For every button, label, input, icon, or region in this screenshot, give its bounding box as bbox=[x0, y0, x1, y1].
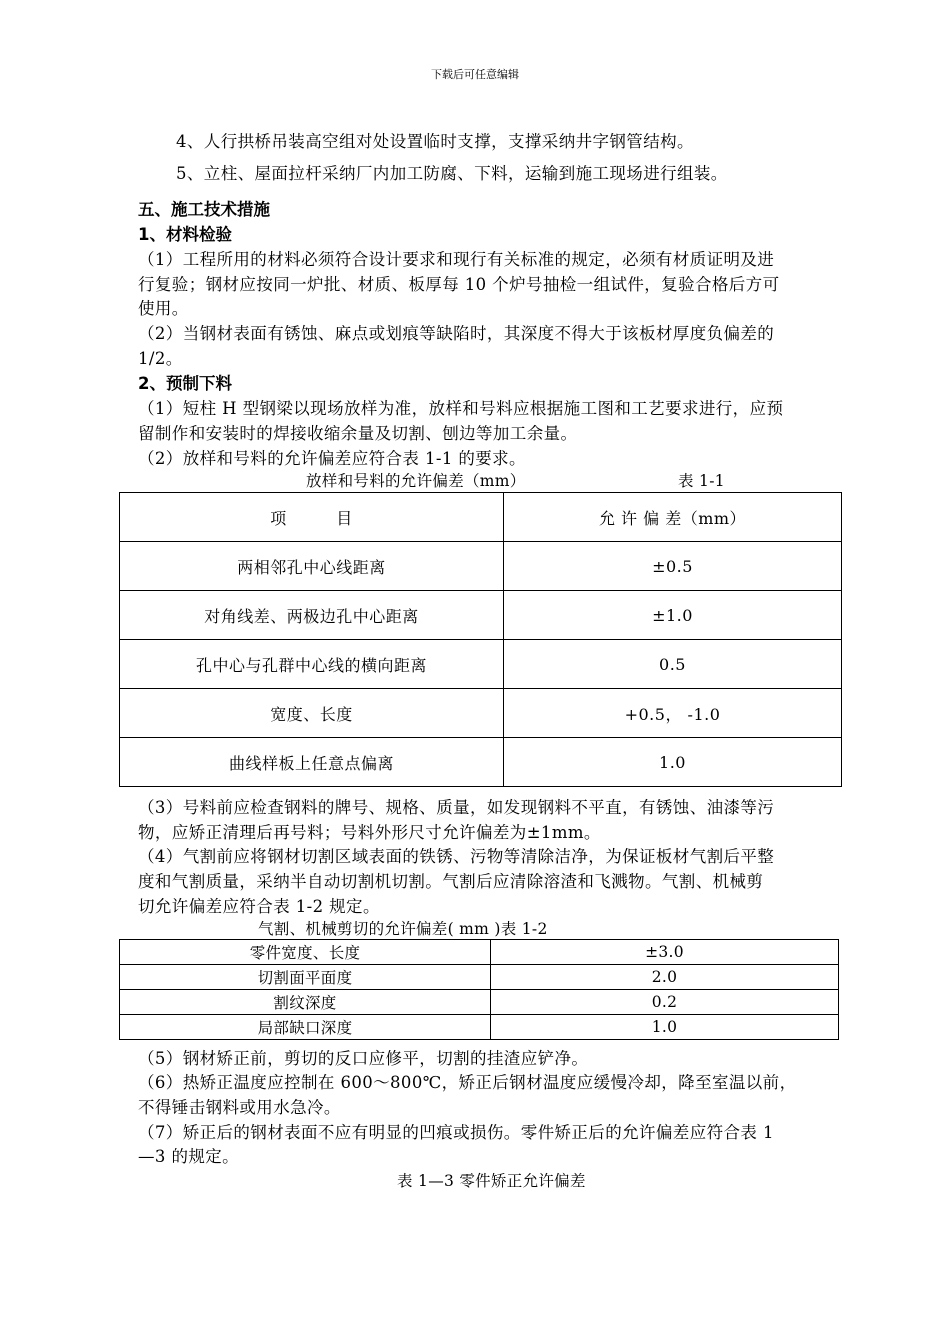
tolerance-table-1 bbox=[119, 492, 842, 787]
table-header-cell: 允 许 偏 差（mm） bbox=[504, 493, 842, 542]
table-row bbox=[120, 990, 839, 1015]
table-header-cell: 项 目 bbox=[120, 493, 504, 542]
paragraph-4: （2）放样和号料的允许偏差应符合表 1-1 的要求。 bbox=[138, 449, 526, 468]
paragraph-8-line-2: 不得锤击钢料或用水急冷。 bbox=[138, 1098, 341, 1117]
table-row bbox=[120, 542, 842, 591]
paragraph-5-line-2: 物，应矫正清理后再号料；号料外形尺寸允许偏差为±1mm。 bbox=[138, 823, 601, 842]
table-cell-item: 宽度、长度 bbox=[120, 689, 504, 738]
table-cell-value: 0.5 bbox=[504, 640, 842, 689]
table-cell-value: 0.2 bbox=[491, 990, 839, 1015]
paragraph-9-line-2: —3 的规定。 bbox=[138, 1147, 240, 1166]
table-cell-item: 局部缺口深度 bbox=[120, 1015, 491, 1040]
subsection-heading-2: 2、预制下料 bbox=[138, 374, 232, 393]
table-1-label: 表 1-1 bbox=[678, 472, 725, 490]
table-row bbox=[120, 640, 842, 689]
paragraph-3-line-1: （1）短柱 H 型钢梁以现场放样为准，放样和号料应根据施工图和工艺要求进行，应预 bbox=[138, 399, 784, 418]
table-cell-value: 1.0 bbox=[491, 1015, 839, 1040]
paragraph-1-line-3: 使用。 bbox=[138, 299, 189, 318]
table-cell-value: 2.0 bbox=[491, 965, 839, 990]
table-cell-value: ±3.0 bbox=[491, 940, 839, 965]
item-4-text: 4、人行拱桥吊装高空组对处设置临时支撑，支撑采纳井字钢管结构。 bbox=[176, 132, 694, 151]
table-2-caption: 气割、机械剪切的允许偏差( mm )表 1-2 bbox=[258, 920, 548, 938]
table-cell-item: 零件宽度、长度 bbox=[120, 940, 491, 965]
paragraph-1-line-1: （1）工程所用的材料必须符合设计要求和现行有关标准的规定，必须有材质证明及进 bbox=[138, 250, 775, 269]
table-cell-value: ±0.5 bbox=[504, 542, 842, 591]
table-1-caption: 放样和号料的允许偏差（mm） bbox=[306, 472, 526, 490]
table-cell-value: ±1.0 bbox=[504, 591, 842, 640]
tolerance-table-2 bbox=[119, 939, 839, 1040]
page-header: 下载后可任意编辑 bbox=[431, 68, 519, 81]
paragraph-7: （5）钢材矫正前，剪切的反口应修平，切割的挂渣应铲净。 bbox=[138, 1049, 589, 1068]
table-row bbox=[120, 965, 839, 990]
paragraph-6-line-2: 度和气割质量，采纳半自动切割机切割。气割后应清除溶渣和飞溅物。气割、机械剪 bbox=[138, 872, 764, 891]
table-cell-item: 切割面平面度 bbox=[120, 965, 491, 990]
table-row bbox=[120, 591, 842, 640]
table-row bbox=[120, 1015, 839, 1040]
table-header-row bbox=[120, 493, 842, 542]
section-heading-5: 五、施工技术措施 bbox=[138, 200, 270, 219]
table-3-caption: 表 1—3 零件矫正允许偏差 bbox=[397, 1172, 586, 1190]
paragraph-6-line-3: 切允许偏差应符合表 1-2 规定。 bbox=[138, 897, 380, 916]
table-row bbox=[120, 940, 839, 965]
table-cell-item: 割纹深度 bbox=[120, 990, 491, 1015]
table-cell-item: 曲线样板上任意点偏离 bbox=[120, 738, 504, 787]
table-row bbox=[120, 689, 842, 738]
paragraph-3-line-2: 留制作和安装时的焊接收缩余量及切割、刨边等加工余量。 bbox=[138, 424, 578, 443]
paragraph-5-line-1: （3）号料前应检查钢料的牌号、规格、质量，如发现钢料不平直，有锈蚀、油漆等污 bbox=[138, 798, 775, 817]
table-cell-value: 1.0 bbox=[504, 738, 842, 787]
table-cell-item: 对角线差、两极边孔中心距离 bbox=[120, 591, 504, 640]
paragraph-8-line-1: （6）热矫正温度应控制在 600～800℃，矫正后钢材温度应缓慢冷却，降至室温以前， bbox=[138, 1073, 797, 1092]
paragraph-2-line-1: （2）当钢材表面有锈蚀、麻点或划痕等缺陷时，其深度不得大于该板材厚度负偏差的 bbox=[138, 324, 775, 343]
paragraph-6-line-1: （4）气割前应将钢材切割区域表面的铁锈、污物等清除洁净，为保证板材气割后平整 bbox=[138, 847, 775, 866]
table-cell-value: +0.5， -1.0 bbox=[504, 689, 842, 738]
paragraph-9-line-1: （7）矫正后的钢材表面不应有明显的凹痕或损伤。零件矫正后的允许偏差应符合表 1 bbox=[138, 1123, 774, 1142]
table-cell-item: 孔中心与孔群中心线的横向距离 bbox=[120, 640, 504, 689]
paragraph-1-line-2: 行复验；钢材应按同一炉批、材质、板厚每 10 个炉号抽检一组试件，复验合格后方可 bbox=[138, 275, 780, 294]
table-cell-item: 两相邻孔中心线距离 bbox=[120, 542, 504, 591]
subsection-heading-1: 1、材料检验 bbox=[138, 225, 232, 244]
paragraph-2-line-2: 1/2。 bbox=[138, 349, 183, 368]
table-row bbox=[120, 738, 842, 787]
item-5-text: 5、立柱、屋面拉杆采纳厂内加工防腐、下料，运输到施工现场进行组装。 bbox=[176, 164, 728, 183]
